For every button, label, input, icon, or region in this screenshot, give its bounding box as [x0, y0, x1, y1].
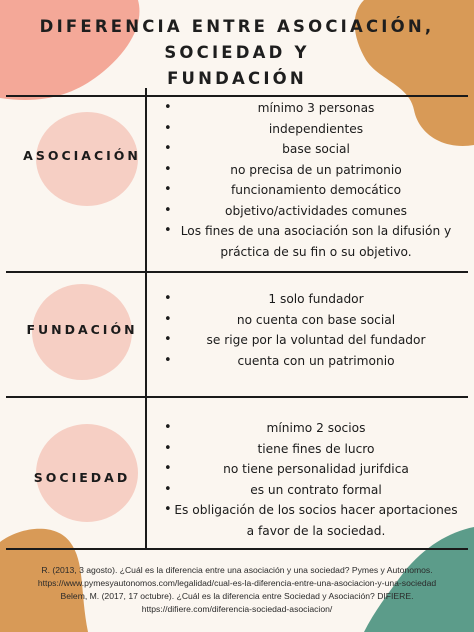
table-bottom-border [6, 548, 468, 550]
title-line-1: DIFERENCIA ENTRE ASOCIACIÓN, SOCIEDAD Y [39, 17, 435, 62]
list-item: • se rige por la voluntad del fundador [148, 330, 466, 351]
list-item: • independientes [148, 119, 466, 140]
reference-line: R. (2013, 3 agosto). ¿Cuál es la diferencia entre una asociación y una sociedad? Pymes y Autonomos. [41, 565, 433, 575]
row-divider-1 [6, 271, 468, 273]
reference-link[interactable]: https://www.pymesyautonomos.com/legalidad/cual-es-la-diferencia-entre-una-asociacion-y-una-sociedad [37, 578, 437, 588]
list-item: • funcionamiento democático [148, 180, 466, 201]
asociacion-list [148, 98, 466, 262]
table-top-border [6, 95, 468, 97]
list-item: • no tiene personalidad jurifdica [148, 459, 466, 480]
list-item: • cuenta con un patrimonio [148, 351, 466, 372]
row-label-asociacion: ASOCIACIÓN [23, 148, 141, 163]
list-item: • no precisa de un patrimonio [148, 160, 466, 181]
list-item: • no cuenta con base social [148, 310, 466, 331]
list-item: • 1 solo fundador [148, 289, 466, 310]
list-item: • mínimo 3 personas [148, 98, 466, 119]
list-item: • es un contrato formal [148, 480, 466, 501]
list-item: • objetivo/actividades comunes [148, 201, 466, 222]
list-item: • base social [148, 139, 466, 160]
title-line-2: FUNDACIÓN [167, 69, 307, 88]
list-item: • Es obligación de los socios hacer aportaciones a favor de la sociedad. [148, 500, 466, 541]
row-label-fundacion: FUNDACIÓN [26, 322, 138, 337]
column-divider [145, 88, 147, 550]
row-label-sociedad: SOCIEDAD [33, 470, 131, 485]
list-item: • mínimo 2 socios [148, 418, 466, 439]
list-item: • Los fines de una asociación son la difusión y práctica de su fin o su objetivo. [148, 221, 466, 262]
fundacion-list [148, 289, 466, 371]
reference-line: Belem, M. (2017, 17 octubre). ¿Cuál es la diferencia entre Sociedad y Asociación? DIFIERE. [60, 591, 414, 601]
row-divider-2 [6, 396, 468, 398]
references [6, 564, 468, 616]
list-item: • tiene fines de lucro [148, 439, 466, 460]
sociedad-list [148, 418, 466, 541]
reference-link[interactable]: https://difiere.com/diferencia-sociedad-asociacion/ [141, 604, 333, 614]
